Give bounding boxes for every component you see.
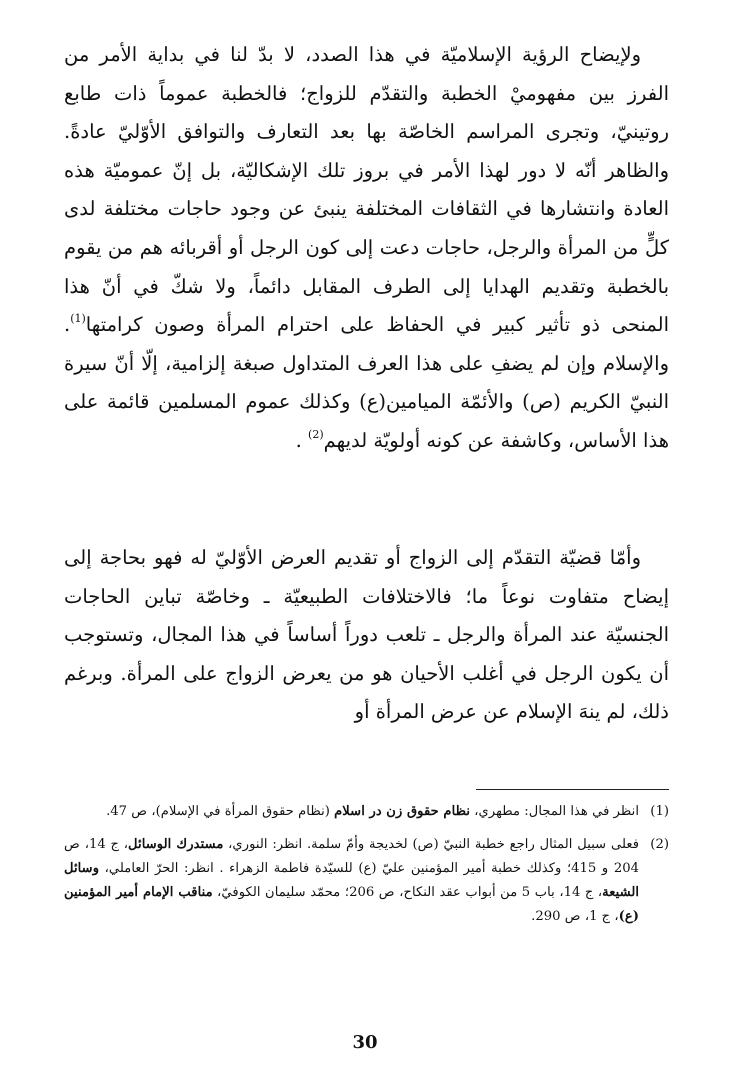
footnote-2-part-1: فعلى سبيل المثال راجع خطبة النبيّ (ص) لخديجة وأمّ سلمة. انظر: النوري، <box>223 837 640 852</box>
footnote-ref-2[interactable]: (2) <box>308 427 324 441</box>
paragraph-1-text-a: ولإيضاح الرؤية الإسلاميّة في هذا الصدد، لا بدّ لنا في بداية الأمر من الفرز بين مفهوميْ الخطبة والتقدّم للزواج؛ فالخطبة عموماً ذات طابع روتينيّ، وتجرى المراسم الخاصّة بها بعد التعارف والتوافق الأوّليّ عادةً. والظاهر أنّه لا دور لهذا الأمر في بروز تلك الإشكاليّة، بل إنّ عموميّة هذه العادة وانتشارها في الثقافات المختلفة ينبئ عن وجود حاجات مختلفة لدى كلٍّ من المرأة والرجل، حاجات دعت إلى كون الرجل أو أقربائه هم من يقوم بالخطبة وتقديم الهدايا إلى الطرف المقابل دائماً، ولا شكّ في أنّ هذا المنحى ذو تأثير كبير في الحفاظ على احترام المرأة وصون كرامتها <box>64 43 669 337</box>
footnote-2-book-title-2: وسائل الشيعة <box>64 861 640 900</box>
footnotes <box>64 800 669 938</box>
page-number: 30 <box>352 1032 378 1053</box>
footnote-text <box>64 833 639 929</box>
footnote-number: (1) <box>650 804 669 819</box>
footnote-1-book-title: نظام حقوق زن در اسلام <box>334 804 471 819</box>
footnote-2-part-2: ، ج 14، ص 204 و 415؛ وكذلك خطبة أمير المؤمنين عليّ (ع) للسيّدة فاطمة الزهراء . انظر: الحرّ العاملي، <box>64 837 639 876</box>
paragraph-1-text-b: . والإسلام وإن لم يضفِ على هذا العرف المتداول صبغة إلزامية، إلّا أنّ سيرة النبيّ الكريم (ص) والأئمّة الميامين(ع) وكذلك عموم المسلمين قائمة على هذا الأساس، وكاشفة عن كونه أولويّة لديهم <box>64 313 669 452</box>
footnote-text <box>64 800 639 824</box>
main-text-block <box>64 36 669 461</box>
footnote-2 <box>64 833 669 929</box>
main-text-block-2 <box>64 539 669 732</box>
footnote-separator <box>476 789 669 790</box>
footnote-number: (2) <box>650 837 669 852</box>
footnote-ref-1[interactable]: (1) <box>70 312 86 326</box>
paragraph-2: وأمّا قضيّة التقدّم إلى الزواج أو تقديم العرض الأوّليّ له فهو بحاجة إلى إيضاح متفاوت نوعاً ما؛ فالاختلافات الطبيعيّة ـ وخاصّة تباين الحاجات الجنسيّة عند المرأة والرجل ـ تلعب دوراً أساساً في هذا المجال، وتستوجب أن يكون الرجل في أغلب الأحيان هو من يعرض الزواج على المرأة. وبرغم ذلك، لم ينهَ الإسلام عن عرض المرأة أو <box>64 546 669 724</box>
footnote-2-part-4: ، ج 1، ص 290. <box>531 909 619 924</box>
footnote-1-part-2: (نظام حقوق المرأة في الإسلام)، ص 47. <box>106 804 335 819</box>
footnote-2-part-3: ، ج 14، باب 5 من أبواب عقد النكاح، ص 206؛ محمّد سليمان الكوفيّ، <box>212 885 603 900</box>
footnote-1 <box>64 800 669 824</box>
paragraph-1-text-c: . <box>295 428 309 452</box>
paragraph-1 <box>64 36 669 461</box>
footnote-2-book-title-3: مناقب الإمام أمير المؤمنين (ع) <box>64 885 639 924</box>
footnote-1-part-1: انظر في هذا المجال: مطهري، <box>470 804 639 819</box>
footnote-2-book-title-1: مستدرك الوسائل <box>128 837 224 852</box>
